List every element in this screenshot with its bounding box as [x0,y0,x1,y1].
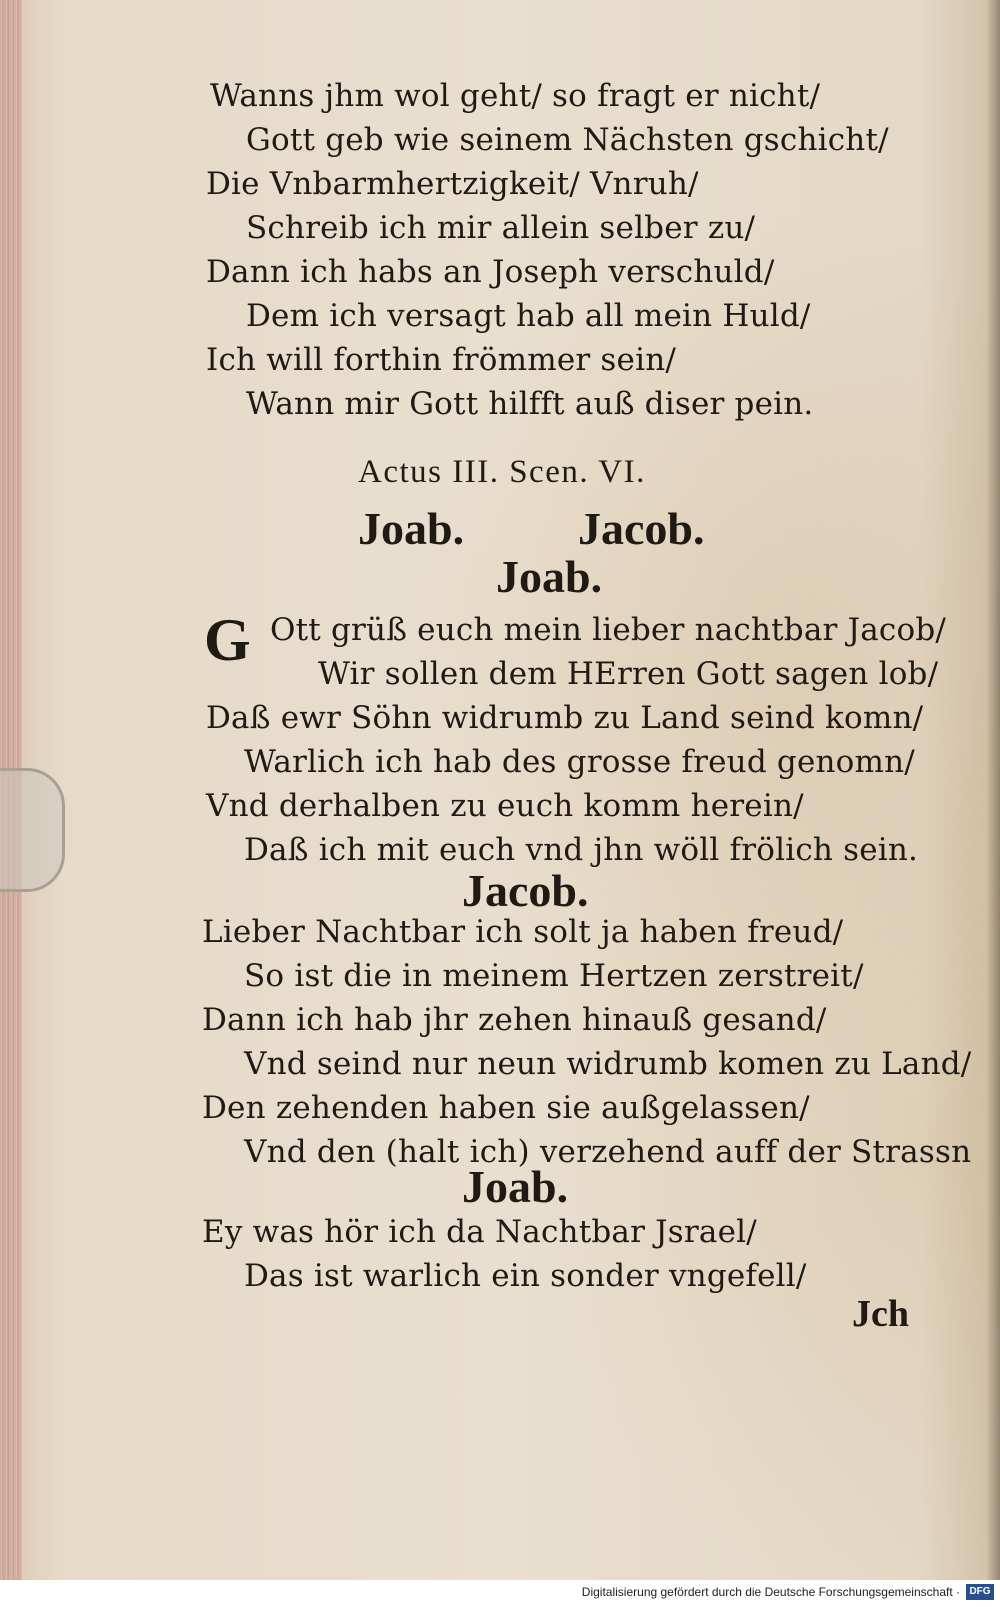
speaker-list-joab: Joab. [358,503,465,554]
poem-line-5: Dann ich habs an Joseph verschuld/ [206,254,775,290]
joab-line-1: Ott grüß euch mein lieber nachtbar Jacob/ [270,612,947,648]
jacob-line-1: Lieber Nachtbar ich solt ja haben freud/ [202,914,844,950]
dfg-logo: DFG [966,1584,994,1600]
catchword: Jch [852,1293,909,1335]
jacob-line-5: Den zehenden haben sie außgelassen/ [202,1090,810,1126]
joab-line-4: Warlich ich hab des grosse freud genomn/ [244,744,915,780]
speaker-list-jacob: Jacob. [578,503,705,554]
poem-line-6: Dem ich versagt hab all mein Huld/ [246,298,811,334]
poem-line-7: Ich will forthin frömmer sein/ [206,342,677,378]
drop-capital: G [204,607,251,673]
joab-line-3: Daß ewr Söhn widrumb zu Land seind komn/ [206,700,924,736]
joab-line-2: Wir sollen dem HErren Gott sagen lob/ [318,656,939,692]
jacob-line-2: So ist die in meinem Hertzen zerstreit/ [244,958,864,994]
joab-line-5: Vnd derhalben zu euch komm herein/ [206,788,804,824]
jacob-line-3: Dann ich hab jhr zehen hinauß gesand/ [202,1002,827,1038]
digitization-footer [0,1580,1000,1607]
poem-line-3: Die Vnbarmhertzigkeit/ Vnruh/ [206,166,699,202]
joab2-line-2: Das ist warlich ein sonder vngefell/ [244,1258,807,1294]
gutter-shadow [986,0,1000,1580]
poem-line-2: Gott geb wie seinem Nächsten gschicht/ [246,122,889,158]
footer-credit: Digitalisierung gefördert durch die Deutsche Forschungsgemeinschaft · [581,1585,960,1599]
poem-line-8: Wann mir Gott hilfft auß diser pein. [246,386,814,422]
joab-line-6: Daß ich mit euch vnd jhn wöll frölich sein. [244,832,919,868]
page-clip [0,768,65,892]
poem-line-1: Wanns jhm wol geht/ so fragt er nicht/ [210,78,821,114]
speaker-heading-joab: Joab. [496,551,603,602]
speaker-heading-joab-2: Joab. [462,1161,569,1212]
jacob-line-4: Vnd seind nur neun widrumb komen zu Land/ [244,1046,972,1082]
scene-heading: Actus III. Scen. VI. [358,454,646,490]
joab2-line-1: Ey was hör ich da Nachtbar Jsrael/ [202,1214,757,1250]
speaker-heading-jacob: Jacob. [462,865,589,916]
jacob-line-6: Vnd den (halt ich) verzehend auff der Strassn [244,1134,972,1170]
poem-line-4: Schreib ich mir allein selber zu/ [246,210,756,246]
